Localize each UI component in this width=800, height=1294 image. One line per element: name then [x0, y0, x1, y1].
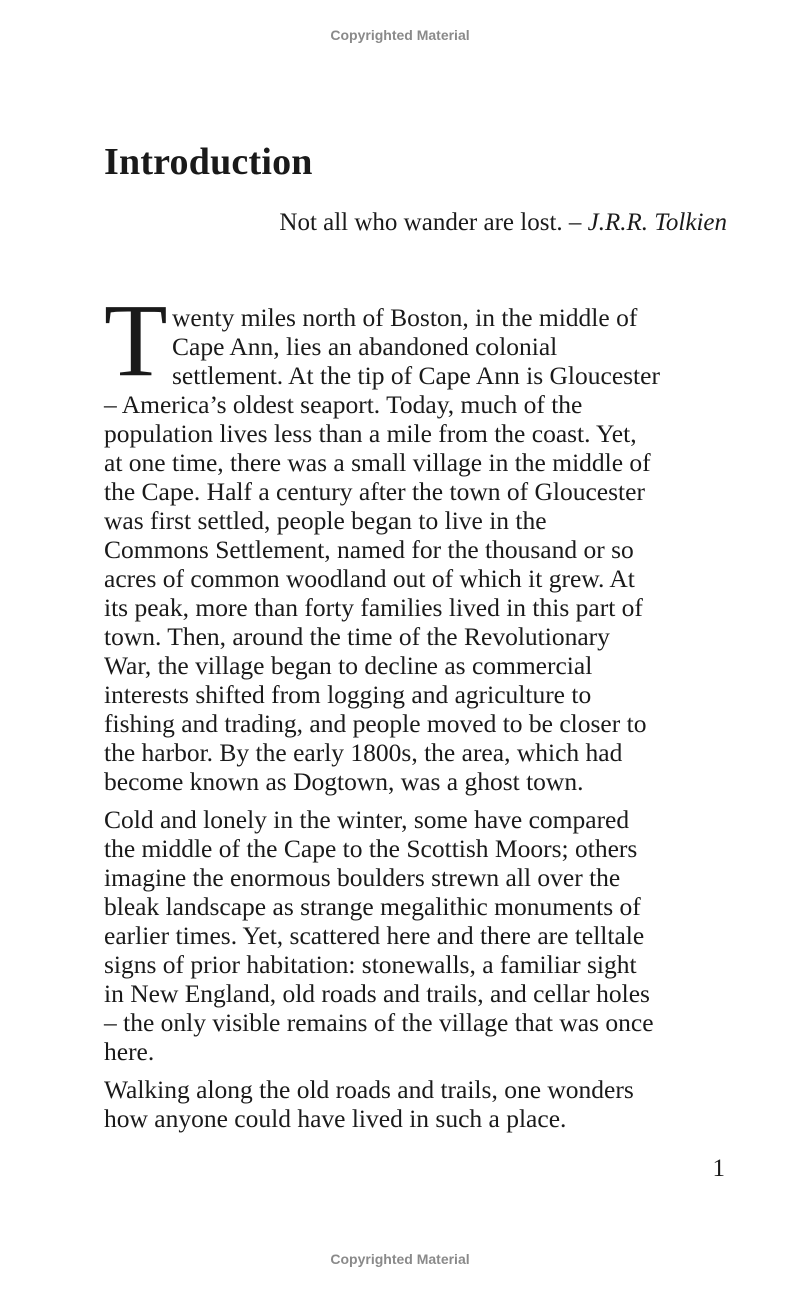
copyright-watermark-top: Copyrighted Material: [330, 27, 470, 43]
text-line: population lives less than a mile from the coast. Yet,: [104, 419, 637, 448]
page-number: 1: [712, 1155, 725, 1182]
text-line: signs of prior habitation: stonewalls, a familiar sight: [104, 950, 637, 979]
text-line: here.: [104, 1037, 155, 1066]
text-line: in New England, old roads and trails, and cellar holes: [104, 979, 650, 1008]
text-line: Cold and lonely in the winter, some have compared: [104, 805, 630, 834]
text-line: town. Then, around the time of the Revolutionary: [104, 622, 610, 651]
paragraph-1: [104, 303, 744, 796]
text-line: at one time, there was a small village in the middle of: [104, 448, 651, 477]
text-line: Cape Ann, lies an abandoned colonial: [172, 332, 558, 361]
epigraph: [279, 209, 727, 237]
drop-cap: T: [104, 283, 168, 398]
text-line: acres of common woodland out of which it grew. At: [104, 564, 635, 593]
text-line: settlement. At the tip of Cape Ann is Gloucester: [172, 361, 660, 390]
text-line: how anyone could have lived in such a place.: [104, 1104, 567, 1133]
chapter-title: Introduction: [104, 141, 313, 183]
text-line: War, the village began to decline as commercial: [104, 651, 593, 680]
paragraph-2: [104, 805, 744, 1066]
text-line: the middle of the Cape to the Scottish Moors; others: [104, 834, 638, 863]
text-line: interests shifted from logging and agriculture to: [104, 680, 592, 709]
paragraph-3: [104, 1075, 744, 1133]
text-line: the Cape. Half a century after the town of Gloucester: [104, 477, 645, 506]
copyright-watermark-bottom: Copyrighted Material: [330, 1251, 470, 1267]
text-line: become known as Dogtown, was a ghost town.: [104, 767, 584, 796]
epigraph-quote: Not all who wander are lost. –: [279, 209, 588, 236]
epigraph-author: J.R.R. Tolkien: [587, 209, 727, 236]
text-line: – the only visible remains of the village that was once: [104, 1008, 654, 1037]
body-text: [104, 303, 744, 1142]
text-line: earlier times. Yet, scattered here and there are telltale: [104, 921, 645, 950]
text-line: was first settled, people began to live in the: [104, 506, 547, 535]
text-line: wenty miles north of Boston, in the middle of: [172, 303, 638, 332]
text-line: bleak landscape as strange megalithic monuments of: [104, 892, 641, 921]
text-line: Walking along the old roads and trails, one wonders: [104, 1075, 634, 1104]
text-line: the harbor. By the early 1800s, the area, which had: [104, 738, 623, 767]
text-line: imagine the enormous boulders strewn all over the: [104, 863, 621, 892]
text-line: – America’s oldest seaport. Today, much of the: [104, 390, 583, 419]
text-line: its peak, more than forty families lived in this part of: [104, 593, 643, 622]
text-line: fishing and trading, and people moved to be closer to: [104, 709, 647, 738]
text-line: Commons Settlement, named for the thousand or so: [104, 535, 634, 564]
